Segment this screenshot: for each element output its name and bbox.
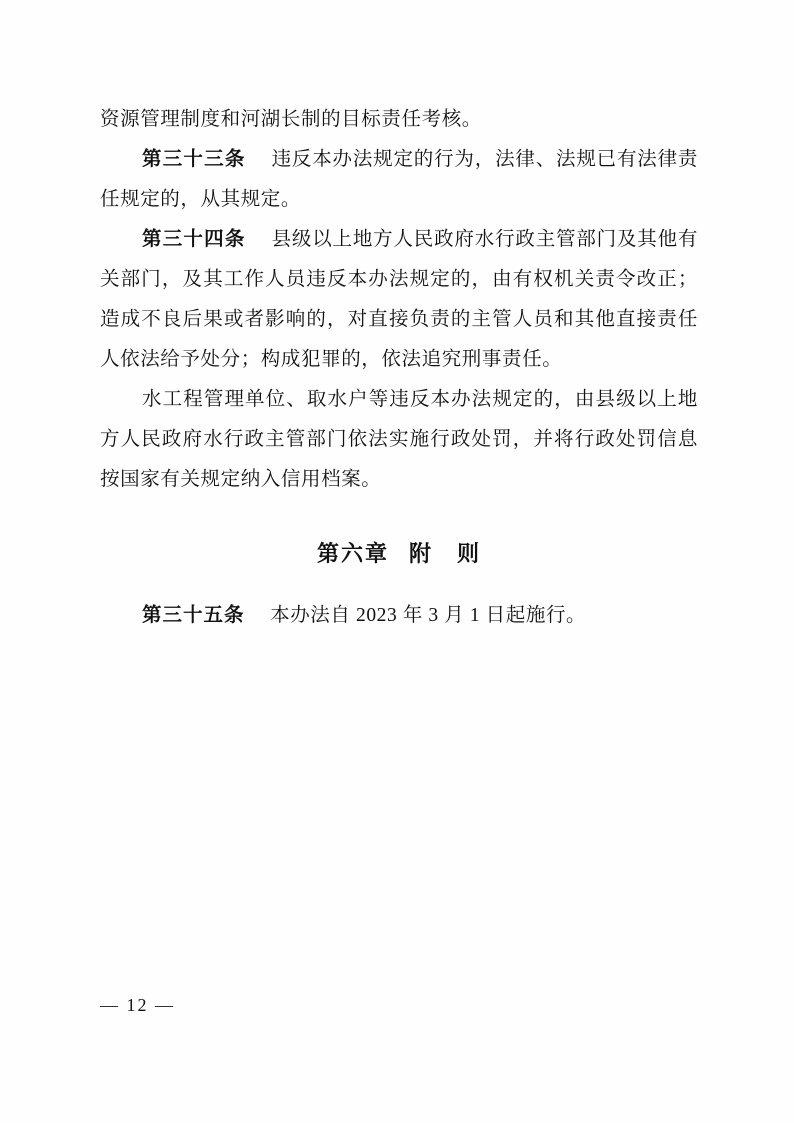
chapter-title: 附 则 <box>409 541 482 566</box>
paragraph-text: 本办法自 2023 年 3 月 1 日起施行。 <box>270 605 587 626</box>
paragraph-text: 县级以上地方人民政府水行政主管部门及其他有关部门，及其工作人员违反本办法规定的，由有权机关责令改正；造成不良后果或者影响的，对直接负责的主管人员和其他直接责任人依法给予处分；构成犯罪的，依法追究刑事责任。 <box>100 229 698 370</box>
paragraph-article-34 <box>100 220 698 380</box>
article-label-35: 第三十五条 <box>142 605 245 626</box>
paragraph-article-33 <box>100 140 698 220</box>
paragraph-text: 水工程管理单位、取水户等违反本办法规定的，由县级以上地方人民政府水行政主管部门依法实施行政处罚，并将行政处罚信息按国家有关规定纳入信用档案。 <box>100 389 698 490</box>
paragraph-article-34-second <box>100 380 698 500</box>
paragraph-continued <box>100 100 698 140</box>
article-label-33: 第三十三条 <box>142 149 246 170</box>
paragraph-text: 资源管理制度和河湖长制的目标责任考核。 <box>100 109 482 130</box>
paragraph-article-35 <box>100 596 698 636</box>
paragraph-text: 违反本办法规定的行为，法律、法规已有法律责任规定的，从其规定。 <box>100 149 698 210</box>
page-number: — 12 — <box>100 995 175 1015</box>
page-footer <box>100 995 698 1016</box>
chapter-number: 第六章 <box>316 541 389 566</box>
document-body <box>100 100 698 656</box>
article-label-34: 第三十四条 <box>142 229 246 250</box>
chapter-heading <box>100 534 698 574</box>
